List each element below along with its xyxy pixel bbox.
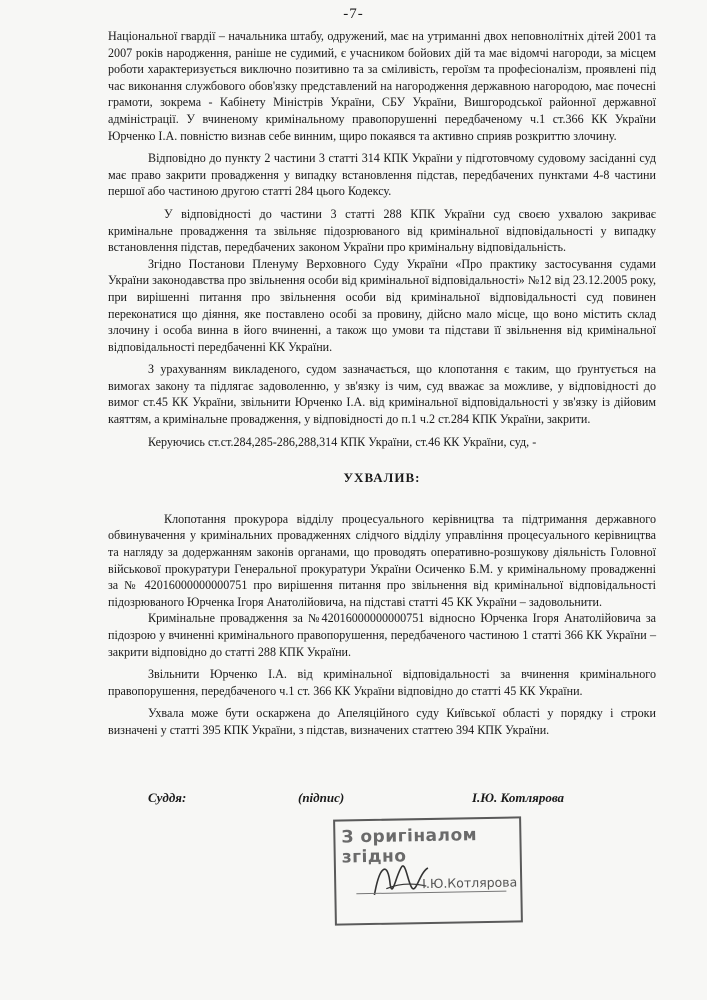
signature-placeholder: (підпис) — [298, 790, 345, 805]
resolution-paragraph: Клопотання прокурора відділу процесуального керівництва та підтримання державного обвинувачення у кримінальних провадженнях слідчого відділу управління процесуального керівництва та нагляду за додержанням законів органами, що проводять оперативно-розшукову діяльність Головної військової прокуратури Генеральної прокуратури України Осиченко Б.М. у кримінальному провадженні за № 42016000000000751 про вирішення питання про звільнення від кримінальної відповідальності підозрюваного Юрченка Ігоря Анатолійовича, на підставі статті 45 КК України – задовольнити. — [108, 511, 656, 609]
paragraph: З урахуванням викладеного, судом зазначається, що клопотання є таким, що ґрунтується на вимогах закону та підлягає задоволенню, у зв'язку із чим, суд вважає за можливе, у відповідності до вимог ст.45 КК України, звільнити Юрченко І.А. від кримінальної відповідальності у зв'язку із дійовим каяттям, а кримінальне провадження, у відповідності до п.1 ч.2 ст.284 КПК України, закрити. — [108, 362, 656, 427]
paragraph: Національної гвардії – начальника штабу, одружений, має на утриманні двох неповнолітніх дітей 2001 та 2007 років народження, раніше не судимий, є учасником бойових дій та має відомчі нагороди, за місцем роботи характеризується виключно позитивно та за сміливість, героїзм та професіоналізм, проявлені під час виконання службового обов'язку представлений на нагородження державною нагородою, має почесні грамоти, зокрема - Кабінету Міністрів України, СБУ України, Вишгородської районної державної адміністрації. У вчиненому кримінальному правопорушенні передбаченому ч.1 ст.366 КК України Юрченко І.А. повністю визнав себе винним, щиро покаявся та активно сприяв розкриттю злочину. — [108, 29, 656, 143]
resolution-heading: УХВАЛИВ: — [343, 470, 421, 486]
certification-stamp — [333, 816, 523, 925]
resolution-paragraph: Ухвала може бути оскаржена до Апеляційного суду Київської області у порядку і строки визначені у статті 395 КПК України, з підстав, визначених статтею 394 КПК України. — [108, 706, 656, 737]
resolution-paragraph: Кримінальне провадження за №42016000000000751 відносно Юрченка Ігоря Анатолійовича за підозрою у вчиненні кримінального правопорушення, передбаченого частиною 1 статті 366 КК України – закрити відповідно до статті 288 КПК України. — [108, 611, 656, 659]
stamp-title: З оригіналом згідно — [341, 825, 478, 868]
page-number: -7- — [343, 6, 364, 22]
judge-name: І.Ю. Котлярова — [472, 790, 565, 805]
paragraph: Керуючись ст.ст.284,285-286,288,314 КПК України, ст.46 КК України, суд, - — [148, 434, 537, 449]
stamp-name: І.Ю.Котлярова — [422, 874, 518, 892]
paragraph: Згідно Постанови Пленуму Верховного Суду України «Про практику застосування судами України законодавства про звільнення особи від кримінальної відповідальності» №12 від 23.12.2005 року, при вирішенні питання про звільнення особи від кримінальної відповідальності суд повинен переконатися що діяння, яке поставлено особі за провину, дійсно мало місце, що воно містить склад злочину і особа винна в його вчиненні, а також що умови та підстави її звільнення від кримінальної відповідальності передбаченні КК України. — [108, 256, 656, 354]
paragraph: У відповідності до частини 3 статті 288 КПК України суд своєю ухвалою закриває кримінальне провадження та звільняє підозрюваного від кримінальної відповідальності у випадку встановлення підстав, передбачених законом України про кримінальну відповідальність. — [108, 206, 656, 255]
document-body — [108, 28, 656, 739]
paragraph: Відповідно до пункту 2 частини 3 статті 314 КПК України у підготовчому судовому засіданні суд має право закрити провадження у випадку встановлення підстав, передбачених пунктами 4-8 частини першої або частиною другою статті 284 цього Кодексу. — [108, 151, 656, 199]
resolution-paragraph: Звільнити Юрченко І.А. від кримінальної відповідальності за вчинення кримінального правопорушення, передбаченого ч.1 ст. 366 КК України відповідно до статті 45 КК України. — [108, 667, 656, 698]
judge-label: Суддя: — [148, 790, 187, 805]
